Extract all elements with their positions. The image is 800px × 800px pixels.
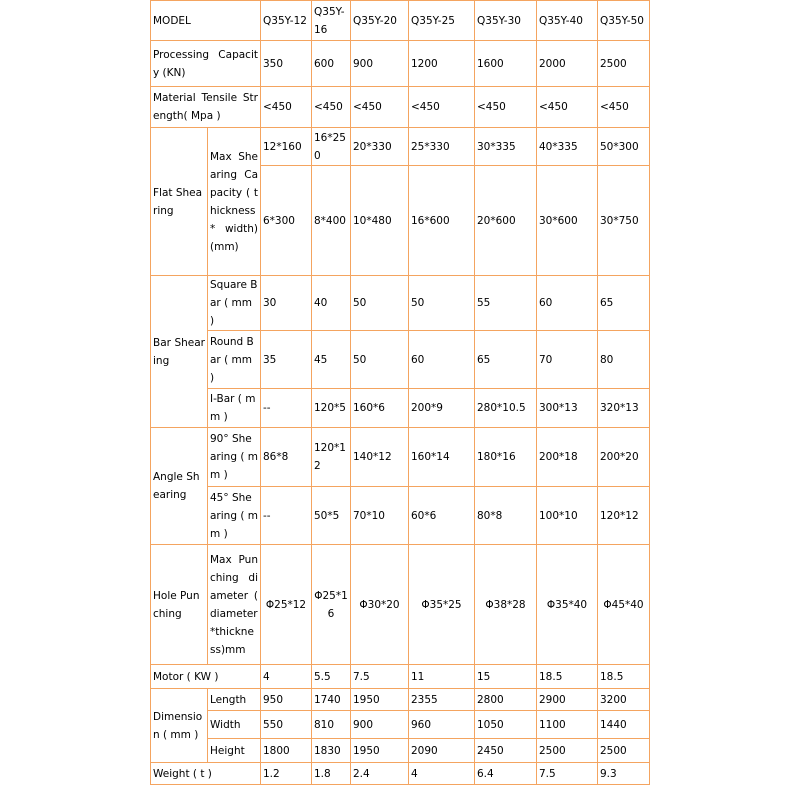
square-bar-value: 65 bbox=[598, 276, 650, 331]
length-value: 1740 bbox=[312, 689, 351, 711]
capacity-value: 600 bbox=[312, 41, 351, 87]
motor-value: 5.5 bbox=[312, 665, 351, 689]
angle-90-row bbox=[151, 428, 650, 487]
round-bar-value: 70 bbox=[537, 331, 598, 389]
capacity-row bbox=[151, 41, 650, 87]
height-value: 1800 bbox=[261, 739, 312, 763]
motor-value: 18.5 bbox=[598, 665, 650, 689]
flat-value: 16*250 bbox=[312, 128, 351, 166]
flat-value: 20*330 bbox=[351, 128, 409, 166]
width-value: 960 bbox=[409, 711, 475, 739]
width-value: 1050 bbox=[475, 711, 537, 739]
tensile-value: <450 bbox=[598, 87, 650, 128]
hole-punching-value: Φ25*16 bbox=[312, 545, 351, 665]
hole-punching-value: Φ30*20 bbox=[351, 545, 409, 665]
hole-punching-value: Φ38*28 bbox=[475, 545, 537, 665]
flat-value: 30*335 bbox=[475, 128, 537, 166]
round-bar-label: Round Bar ( mm ) bbox=[208, 331, 261, 389]
flat-value: 25*330 bbox=[409, 128, 475, 166]
model-name: Q35Y-40 bbox=[537, 1, 598, 41]
weight-label: Weight ( t ) bbox=[151, 763, 261, 785]
i-bar-value: 300*13 bbox=[537, 389, 598, 428]
angle-shearing-label: Angle Shearing bbox=[151, 428, 208, 545]
angle-45-value: 120*12 bbox=[598, 487, 650, 545]
i-bar-value: 200*9 bbox=[409, 389, 475, 428]
width-value: 810 bbox=[312, 711, 351, 739]
width-label: Width bbox=[208, 711, 261, 739]
i-bar-row bbox=[151, 389, 650, 428]
max-punching-diameter-label: Max Punching diameter ( diameter*thickness)mm bbox=[208, 545, 261, 665]
model-name: Q35Y-25 bbox=[409, 1, 475, 41]
flat-value: 30*600 bbox=[537, 166, 598, 276]
angle-45-row bbox=[151, 487, 650, 545]
angle-45-value: -- bbox=[261, 487, 312, 545]
round-bar-value: 65 bbox=[475, 331, 537, 389]
weight-value: 4 bbox=[409, 763, 475, 785]
weight-value: 6.4 bbox=[475, 763, 537, 785]
height-value: 2090 bbox=[409, 739, 475, 763]
weight-value: 9.3 bbox=[598, 763, 650, 785]
round-bar-value: 80 bbox=[598, 331, 650, 389]
height-row bbox=[151, 739, 650, 763]
angle-90-value: 200*20 bbox=[598, 428, 650, 487]
tensile-label: Material Tensile Strength( Mpa ) bbox=[151, 87, 261, 128]
model-label: MODEL bbox=[151, 1, 261, 41]
angle-45-label: 45° Shearing ( mm ) bbox=[208, 487, 261, 545]
width-value: 1440 bbox=[598, 711, 650, 739]
round-bar-row bbox=[151, 331, 650, 389]
i-bar-value: 160*6 bbox=[351, 389, 409, 428]
tensile-value: <450 bbox=[537, 87, 598, 128]
weight-value: 7.5 bbox=[537, 763, 598, 785]
square-bar-label: Square Bar ( mm ) bbox=[208, 276, 261, 331]
capacity-label: Processing Capacity (KN) bbox=[151, 41, 261, 87]
flat-value: 16*600 bbox=[409, 166, 475, 276]
model-name: Q35Y-50 bbox=[598, 1, 650, 41]
height-value: 1950 bbox=[351, 739, 409, 763]
weight-value: 2.4 bbox=[351, 763, 409, 785]
motor-value: 15 bbox=[475, 665, 537, 689]
motor-value: 11 bbox=[409, 665, 475, 689]
tensile-row bbox=[151, 87, 650, 128]
length-value: 2900 bbox=[537, 689, 598, 711]
i-bar-value: 120*5 bbox=[312, 389, 351, 428]
hole-punching-value: Φ35*40 bbox=[537, 545, 598, 665]
tensile-value: <450 bbox=[475, 87, 537, 128]
capacity-value: 1600 bbox=[475, 41, 537, 87]
width-value: 550 bbox=[261, 711, 312, 739]
length-value: 1950 bbox=[351, 689, 409, 711]
tensile-value: <450 bbox=[261, 87, 312, 128]
flat-value: 40*335 bbox=[537, 128, 598, 166]
motor-label: Motor ( KW ) bbox=[151, 665, 261, 689]
weight-row bbox=[151, 763, 650, 785]
height-value: 1830 bbox=[312, 739, 351, 763]
length-value: 950 bbox=[261, 689, 312, 711]
weight-value: 1.8 bbox=[312, 763, 351, 785]
height-label: Height bbox=[208, 739, 261, 763]
header-row bbox=[151, 1, 650, 41]
bar-shearing-label: Bar Shearing bbox=[151, 276, 208, 428]
angle-45-value: 60*6 bbox=[409, 487, 475, 545]
flat-shearing-label: Flat Shearing bbox=[151, 128, 208, 276]
capacity-value: 900 bbox=[351, 41, 409, 87]
height-value: 2450 bbox=[475, 739, 537, 763]
table-body bbox=[151, 1, 650, 785]
model-name: Q35Y-30 bbox=[475, 1, 537, 41]
hole-punching-row bbox=[151, 545, 650, 665]
motor-value: 7.5 bbox=[351, 665, 409, 689]
capacity-value: 1200 bbox=[409, 41, 475, 87]
flat-shearing-row bbox=[151, 128, 650, 166]
motor-value: 18.5 bbox=[537, 665, 598, 689]
hole-punching-value: Φ45*40 bbox=[598, 545, 650, 665]
capacity-value: 350 bbox=[261, 41, 312, 87]
hole-punching-label: Hole Punching bbox=[151, 545, 208, 665]
length-row bbox=[151, 689, 650, 711]
width-row bbox=[151, 711, 650, 739]
angle-90-value: 120*12 bbox=[312, 428, 351, 487]
length-value: 2355 bbox=[409, 689, 475, 711]
capacity-value: 2000 bbox=[537, 41, 598, 87]
motor-value: 4 bbox=[261, 665, 312, 689]
model-name: Q35Y-20 bbox=[351, 1, 409, 41]
angle-90-value: 180*16 bbox=[475, 428, 537, 487]
flat-value: 8*400 bbox=[312, 166, 351, 276]
angle-90-label: 90° Shearing ( mm ) bbox=[208, 428, 261, 487]
height-value: 2500 bbox=[598, 739, 650, 763]
tensile-value: <450 bbox=[409, 87, 475, 128]
weight-value: 1.2 bbox=[261, 763, 312, 785]
round-bar-value: 50 bbox=[351, 331, 409, 389]
angle-90-value: 160*14 bbox=[409, 428, 475, 487]
square-bar-value: 30 bbox=[261, 276, 312, 331]
i-bar-value: 320*13 bbox=[598, 389, 650, 428]
height-value: 2500 bbox=[537, 739, 598, 763]
flat-value: 20*600 bbox=[475, 166, 537, 276]
round-bar-value: 60 bbox=[409, 331, 475, 389]
flat-value: 30*750 bbox=[598, 166, 650, 276]
length-value: 3200 bbox=[598, 689, 650, 711]
square-bar-value: 50 bbox=[409, 276, 475, 331]
i-bar-label: I-Bar ( mm ) bbox=[208, 389, 261, 428]
dimension-label: Dimension ( mm ) bbox=[151, 689, 208, 763]
angle-90-value: 140*12 bbox=[351, 428, 409, 487]
width-value: 1100 bbox=[537, 711, 598, 739]
square-bar-row bbox=[151, 276, 650, 331]
flat-value: 10*480 bbox=[351, 166, 409, 276]
flat-value: 50*300 bbox=[598, 128, 650, 166]
square-bar-value: 50 bbox=[351, 276, 409, 331]
width-value: 900 bbox=[351, 711, 409, 739]
angle-90-value: 200*18 bbox=[537, 428, 598, 487]
flat-value: 6*300 bbox=[261, 166, 312, 276]
angle-45-value: 50*5 bbox=[312, 487, 351, 545]
angle-90-value: 86*8 bbox=[261, 428, 312, 487]
round-bar-value: 35 bbox=[261, 331, 312, 389]
angle-45-value: 100*10 bbox=[537, 487, 598, 545]
model-name: Q35Y-16 bbox=[312, 1, 351, 41]
flat-value: 12*160 bbox=[261, 128, 312, 166]
hole-punching-value: Φ35*25 bbox=[409, 545, 475, 665]
angle-45-value: 70*10 bbox=[351, 487, 409, 545]
angle-45-value: 80*8 bbox=[475, 487, 537, 545]
max-shearing-capacity-label: Max Shearing Capacity ( thickness* width) (mm) bbox=[208, 128, 261, 276]
capacity-value: 2500 bbox=[598, 41, 650, 87]
round-bar-value: 45 bbox=[312, 331, 351, 389]
square-bar-value: 40 bbox=[312, 276, 351, 331]
model-name: Q35Y-12 bbox=[261, 1, 312, 41]
motor-row bbox=[151, 665, 650, 689]
hole-punching-value: Φ25*12 bbox=[261, 545, 312, 665]
length-label: Length bbox=[208, 689, 261, 711]
i-bar-value: 280*10.5 bbox=[475, 389, 537, 428]
square-bar-value: 55 bbox=[475, 276, 537, 331]
tensile-value: <450 bbox=[312, 87, 351, 128]
square-bar-value: 60 bbox=[537, 276, 598, 331]
tensile-value: <450 bbox=[351, 87, 409, 128]
length-value: 2800 bbox=[475, 689, 537, 711]
specification-table bbox=[150, 0, 650, 785]
i-bar-value: -- bbox=[261, 389, 312, 428]
